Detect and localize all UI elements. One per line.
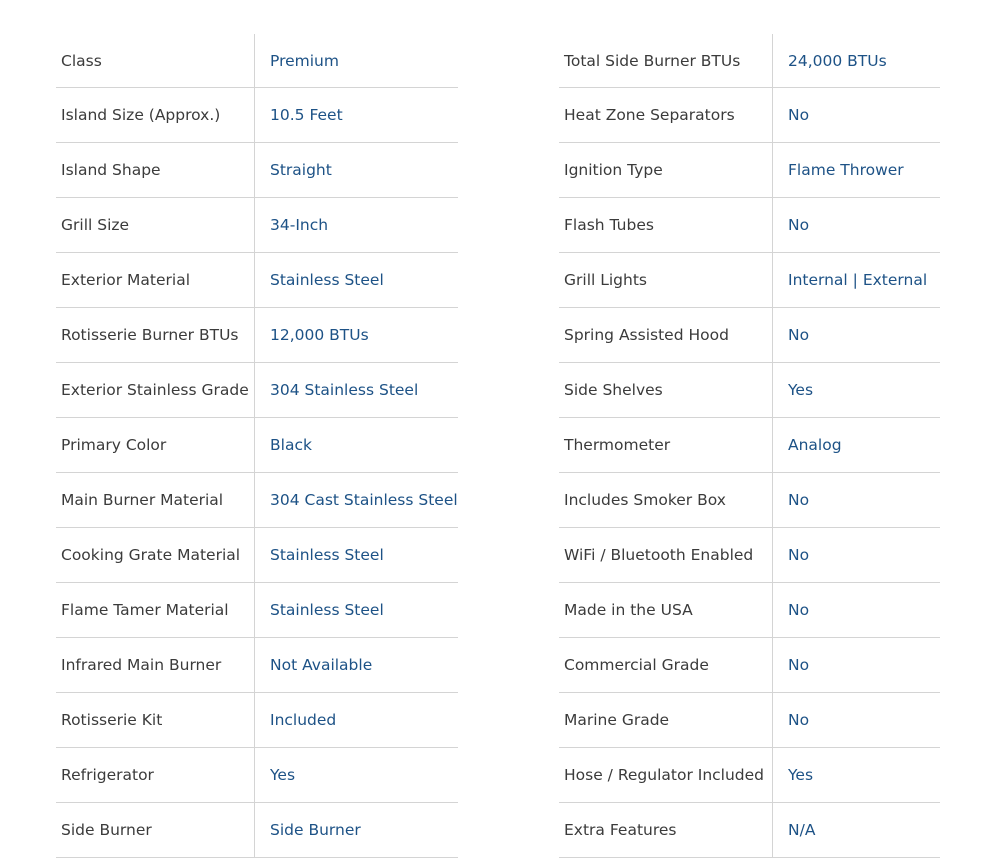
spec-value: Yes bbox=[788, 766, 814, 784]
spec-row bbox=[559, 88, 940, 143]
spec-row bbox=[56, 253, 458, 308]
spec-value: Black bbox=[270, 436, 312, 454]
spec-label: Heat Zone Separators bbox=[559, 88, 773, 143]
spec-label: Includes Smoker Box bbox=[559, 473, 773, 528]
spec-value: Stainless Steel bbox=[270, 271, 384, 289]
spec-table-left-body bbox=[56, 34, 458, 858]
spec-value: 12,000 BTUs bbox=[270, 326, 369, 344]
spec-value: 304 Cast Stainless Steel bbox=[270, 491, 458, 509]
spec-row bbox=[56, 528, 458, 583]
spec-value: 304 Stainless Steel bbox=[270, 381, 419, 399]
spec-row bbox=[559, 803, 940, 858]
spec-label: Flash Tubes bbox=[559, 198, 773, 253]
spec-table-right bbox=[559, 34, 940, 858]
spec-value: Analog bbox=[788, 436, 842, 454]
spec-value: N/A bbox=[788, 821, 816, 839]
spec-label: Cooking Grate Material bbox=[56, 528, 255, 583]
spec-row bbox=[56, 363, 458, 418]
spec-value: No bbox=[788, 546, 810, 564]
spec-row bbox=[56, 198, 458, 253]
spec-label: Hose / Regulator Included bbox=[559, 748, 773, 803]
spec-label: Ignition Type bbox=[559, 143, 773, 198]
spec-row bbox=[559, 198, 940, 253]
spec-label: Class bbox=[56, 34, 255, 88]
spec-row bbox=[559, 638, 940, 693]
spec-value: 10.5 Feet bbox=[270, 106, 343, 124]
spec-label: Infrared Main Burner bbox=[56, 638, 255, 693]
spec-label: Island Size (Approx.) bbox=[56, 88, 255, 143]
spec-value: No bbox=[788, 216, 810, 234]
spec-row bbox=[56, 583, 458, 638]
spec-label: Main Burner Material bbox=[56, 473, 255, 528]
spec-label: Primary Color bbox=[56, 418, 255, 473]
spec-label: Total Side Burner BTUs bbox=[559, 34, 773, 88]
spec-label: Rotisserie Burner BTUs bbox=[56, 308, 255, 363]
spec-row bbox=[56, 34, 458, 88]
spec-value: Straight bbox=[270, 161, 332, 179]
spec-row bbox=[56, 473, 458, 528]
spec-row bbox=[56, 803, 458, 858]
spec-row bbox=[56, 748, 458, 803]
spec-label: Refrigerator bbox=[56, 748, 255, 803]
spec-value: No bbox=[788, 106, 810, 124]
spec-value: No bbox=[788, 326, 810, 344]
spec-row bbox=[559, 253, 940, 308]
spec-row bbox=[559, 748, 940, 803]
spec-row bbox=[559, 363, 940, 418]
spec-row bbox=[559, 583, 940, 638]
spec-row bbox=[56, 308, 458, 363]
spec-table-left bbox=[56, 34, 458, 858]
spec-label: WiFi / Bluetooth Enabled bbox=[559, 528, 773, 583]
spec-label: Spring Assisted Hood bbox=[559, 308, 773, 363]
spec-value: Stainless Steel bbox=[270, 546, 384, 564]
spec-row bbox=[56, 693, 458, 748]
spec-value: Flame Thrower bbox=[788, 161, 904, 179]
spec-label: Made in the USA bbox=[559, 583, 773, 638]
spec-label: Thermometer bbox=[559, 418, 773, 473]
spec-value: Internal | External bbox=[788, 271, 928, 289]
spec-value: Yes bbox=[788, 381, 814, 399]
spec-label: Rotisserie Kit bbox=[56, 693, 255, 748]
spec-label: Island Shape bbox=[56, 143, 255, 198]
spec-value: Yes bbox=[270, 766, 296, 784]
spec-label: Side Shelves bbox=[559, 363, 773, 418]
spec-value: No bbox=[788, 601, 810, 619]
spec-row bbox=[559, 143, 940, 198]
spec-value: Stainless Steel bbox=[270, 601, 384, 619]
spec-label: Exterior Stainless Grade bbox=[56, 363, 255, 418]
spec-row bbox=[56, 143, 458, 198]
spec-row bbox=[56, 638, 458, 693]
spec-label: Side Burner bbox=[56, 803, 255, 858]
spec-label: Flame Tamer Material bbox=[56, 583, 255, 638]
spec-row bbox=[559, 473, 940, 528]
spec-label: Grill Lights bbox=[559, 253, 773, 308]
spec-row bbox=[56, 418, 458, 473]
spec-value: 24,000 BTUs bbox=[788, 51, 887, 70]
spec-label: Marine Grade bbox=[559, 693, 773, 748]
spec-value: Not Available bbox=[270, 656, 373, 674]
spec-table-right-body bbox=[559, 34, 940, 858]
spec-value: No bbox=[788, 711, 810, 729]
spec-row bbox=[56, 88, 458, 143]
spec-value: Side Burner bbox=[270, 821, 361, 839]
spec-label: Extra Features bbox=[559, 803, 773, 858]
spec-row bbox=[559, 308, 940, 363]
spec-value: No bbox=[788, 491, 810, 509]
spec-label: Grill Size bbox=[56, 198, 255, 253]
spec-row bbox=[559, 34, 940, 88]
spec-row bbox=[559, 693, 940, 748]
spec-value: 34-Inch bbox=[270, 216, 329, 234]
spec-label: Exterior Material bbox=[56, 253, 255, 308]
spec-row bbox=[559, 528, 940, 583]
spec-value: Included bbox=[270, 711, 337, 729]
spec-value: No bbox=[788, 656, 810, 674]
spec-value: Premium bbox=[270, 51, 339, 70]
spec-row bbox=[559, 418, 940, 473]
spec-label: Commercial Grade bbox=[559, 638, 773, 693]
